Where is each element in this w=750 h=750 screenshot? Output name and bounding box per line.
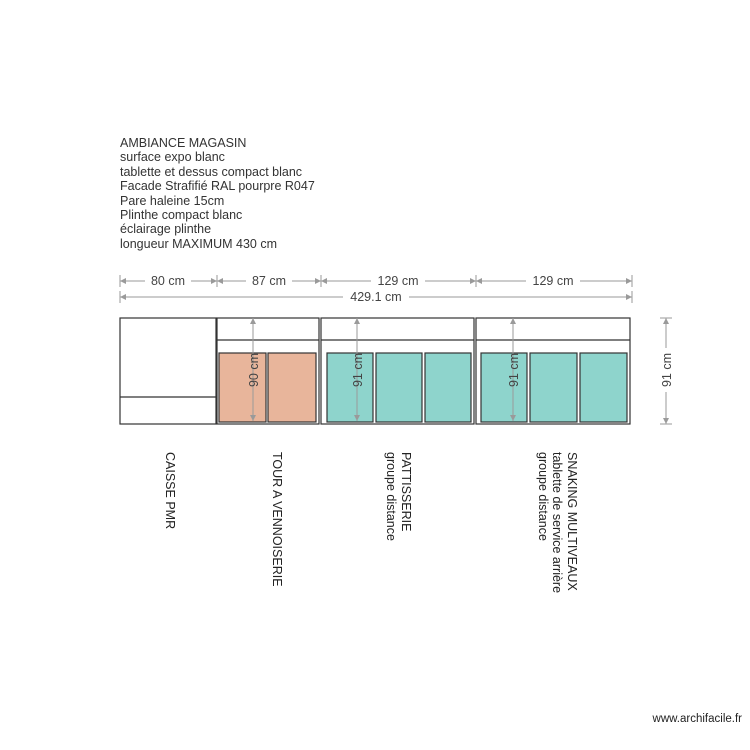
width-label-patisserie: 129 cm	[377, 274, 419, 288]
right-height-label: 91 cm	[660, 352, 674, 388]
facade-panel-teal	[327, 353, 373, 422]
arrowhead	[470, 278, 476, 284]
width-label-tour: 87 cm	[251, 274, 287, 288]
arrowhead	[120, 294, 126, 300]
arrowhead	[321, 278, 327, 284]
arrowhead	[663, 418, 669, 424]
note-line: éclairage plinthe	[120, 222, 212, 237]
total-width-label: 429.1 cm	[350, 290, 402, 304]
module-patisserie	[321, 318, 474, 424]
arrowhead	[626, 294, 632, 300]
label-caisse-pmr	[163, 452, 178, 529]
module-caisse-pmr	[120, 318, 216, 424]
height-label-patisserie: 91 cm	[351, 352, 365, 388]
note-line: Plinthe compact blanc	[120, 208, 243, 223]
arrowhead	[211, 278, 217, 284]
arrowhead	[476, 278, 482, 284]
notes-title: AMBIANCE MAGASIN	[120, 136, 247, 150]
facade-panel-teal	[425, 353, 471, 422]
arrowhead	[120, 278, 126, 284]
arrowhead	[663, 318, 669, 324]
facade-panel-teal	[376, 353, 422, 422]
note-line: Pare haleine 15cm	[120, 193, 225, 208]
label-line: TOUR A VENNOISERIE	[270, 452, 284, 587]
width-label-snaking: 129 cm	[532, 274, 574, 288]
label-tour-viennoiserie	[270, 452, 285, 587]
facade-panel-teal	[580, 353, 627, 422]
note-line: surface expo blanc	[120, 150, 225, 165]
facade-panel-teal	[530, 353, 577, 422]
label-line: SNAKING MULTIVEAUX	[565, 452, 579, 591]
label-patisserie	[384, 452, 413, 541]
arrowhead	[315, 278, 321, 284]
label-line: groupe distance	[384, 452, 399, 541]
height-label-tour: 90 cm	[247, 352, 261, 388]
note-line: tablette et dessus compact blanc	[120, 164, 303, 179]
module-snaking	[476, 318, 630, 424]
watermark: www.archifacile.fr	[652, 713, 742, 725]
label-line: tablette de service arrière	[550, 452, 565, 594]
arrowhead	[217, 278, 223, 284]
label-line: PATTISSERIE	[399, 452, 413, 532]
note-line: longueur MAXIMUM 430 cm	[120, 236, 278, 251]
label-snaking	[536, 452, 580, 593]
arrowhead	[626, 278, 632, 284]
note-line: Facade Strafifié RAL pourpre R047	[120, 179, 315, 194]
facade-panel-pink	[268, 353, 316, 422]
width-label-caisse: 80 cm	[150, 274, 186, 288]
label-line: groupe distance	[536, 452, 550, 541]
height-label-snaking: 91 cm	[507, 352, 521, 388]
module-tour-viennoiserie	[217, 318, 319, 424]
label-line: CAISSE PMR	[163, 452, 177, 530]
